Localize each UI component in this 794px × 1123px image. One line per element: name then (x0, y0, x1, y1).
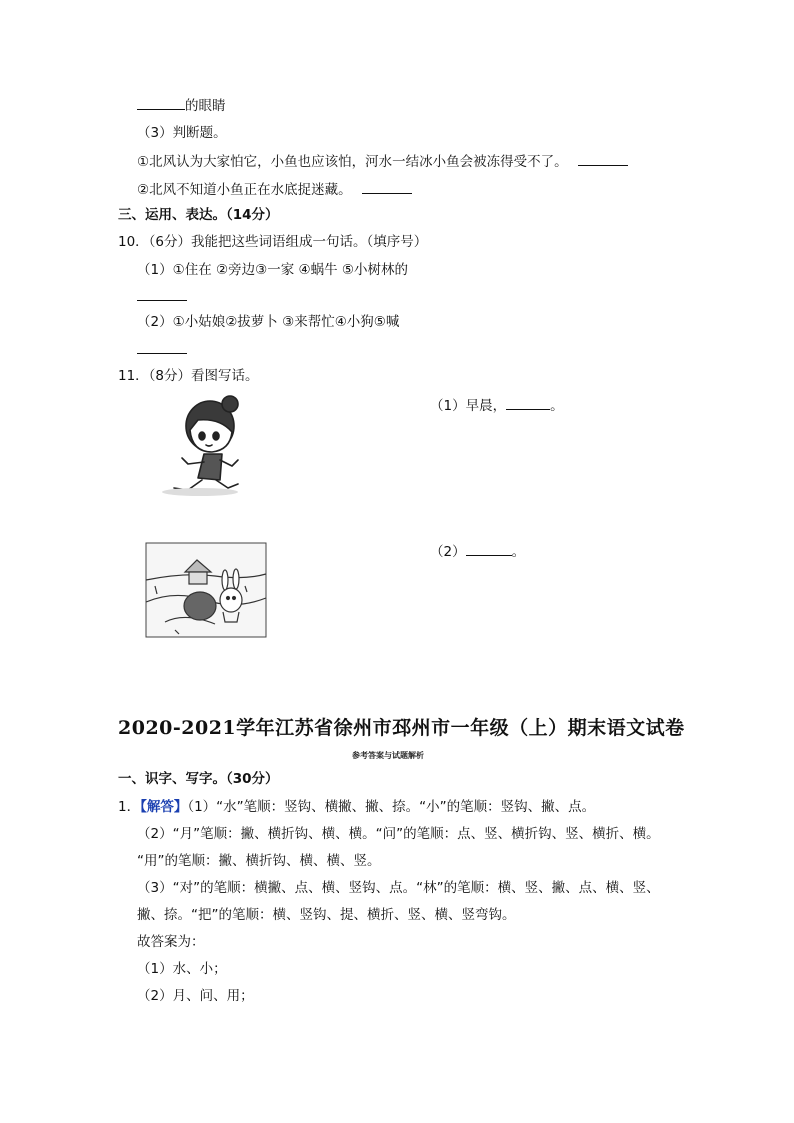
fill-blank[interactable] (578, 152, 628, 166)
page-title: 2020-2021学年江苏省徐州市邳州市一年级（上）期末语文试卷 (118, 717, 685, 739)
q10-item-2: （2）①小姑娘②拔萝卜 ③来帮忙④小狗⑤喊 (137, 314, 400, 330)
girl-running-illustration (158, 392, 278, 502)
fill-blank[interactable] (362, 180, 412, 194)
fill-blank[interactable] (137, 96, 185, 110)
fill-blank[interactable] (137, 300, 187, 301)
q10-item-1: （1）①住在 ②旁边③一家 ④蜗牛 ⑤小树林的 (137, 262, 408, 278)
q3-label: （3）判断题。 (137, 125, 227, 141)
q1-line-3: “用”的笔顺：撇、横折钩、横、横、竖。 (137, 853, 381, 869)
q1-line-2: （2）“月”笔顺：撇、横折钩、横、横。“问”的笔顺：点、竖、横折钩、竖、横折、横。 (137, 826, 660, 842)
q1-line-8: （2）月、问、用； (137, 988, 254, 1004)
q11-item-2: （2） 。 (430, 544, 526, 560)
q11-item-1: （1）早晨， 。 (430, 398, 564, 414)
fill-blank[interactable] (466, 542, 512, 556)
q10-stem: 10．（6分）我能把这些词语组成一句话。（填序号） (118, 234, 428, 250)
q1-line-6: 故答案为： (137, 934, 205, 950)
answer-tag: 【解答】 (140, 799, 188, 815)
section-1-heading: 一、识字、写字。（30分） (118, 771, 279, 787)
q11-stem: 11．（8分）看图写话。 (118, 368, 259, 384)
answer-line-eyes: 的眼睛 (137, 96, 226, 115)
q1-line-7: （1）水、小； (137, 961, 227, 977)
fill-blank[interactable] (506, 396, 550, 410)
section-3-heading: 三、运用、表达。（14分） (118, 207, 279, 223)
fill-blank[interactable] (137, 353, 187, 354)
q1-line-5: 撇、捺。“把”的笔顺：横、竖钩、提、横折、竖、横、竖弯钩。 (137, 907, 516, 923)
rabbit-house-illustration (145, 542, 267, 638)
q1-line-1: 1．【解答】（1）“水”笔顺：竖钩、横撇、撇、捺。“小”的笔顺：竖钩、撇、点。 (118, 799, 596, 815)
page-subtitle: 参考答案与试题解析 (352, 751, 424, 760)
q3-item-1: ①北风认为大家怕它，小鱼也应该怕，河水一结冰小鱼会被冻得受不了。 (137, 152, 628, 171)
q3-item-2: ②北风不知道小鱼正在水底捉迷藏。 (137, 180, 412, 199)
q1-line-4: （3）“对”的笔顺：横撇、点、横、竖钩、点。“林”的笔顺：横、竖、撇、点、横、竖、 (137, 880, 660, 896)
